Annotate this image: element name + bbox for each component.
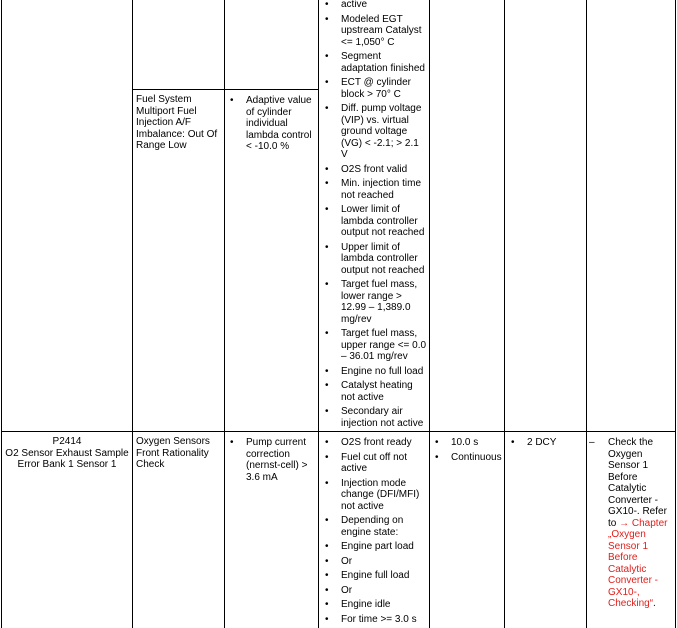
- row1-secondary-parameters: [323, 0, 428, 432]
- notes-end: .: [653, 598, 656, 609]
- table-border-col4: [318, 0, 319, 628]
- row1-monitor-strategy: Fuel System Multiport Fuel Injection A/F Imbalance: Out Of Range Low: [136, 94, 218, 151]
- row2-monitor-strategy: Oxygen Sensors Front Rationality Check: [136, 436, 210, 470]
- row2-notes: [589, 437, 673, 610]
- list-item: • Lower limit of lambda controller output not reached: [323, 204, 428, 239]
- list-item: • Engine part load: [323, 541, 428, 553]
- list-item: • Secondary air injection not active: [323, 406, 428, 429]
- dtc-code: P2414: [52, 436, 82, 447]
- list-item: • Segment adaptation finished: [323, 51, 428, 74]
- list-item: • 10.0 s: [433, 437, 503, 449]
- list-item: • Engine full load: [323, 570, 428, 582]
- row-divider-sub: [132, 89, 319, 90]
- chapter-link[interactable]: → Chapter „Oxygen Sensor 1 Before Catalytic Converter - GX10-, Checking“: [608, 517, 668, 609]
- list-item: • Depending on engine state:: [323, 515, 428, 538]
- list-item: • ECT @ cylinder block > 70° C: [323, 77, 428, 100]
- table-border-right: [675, 0, 676, 628]
- list-item: • Modeled EGT upstream Catalyst <= 1,050° C: [323, 14, 428, 49]
- table-border-col2: [132, 0, 133, 628]
- table-border-left: [1, 0, 2, 628]
- list-item: • Min. injection time not reached: [323, 178, 428, 201]
- table-border-col7: [586, 0, 587, 628]
- table-border-col6: [504, 0, 505, 628]
- list-item: • Fuel cut off not active: [323, 452, 428, 475]
- list-item: • Catalyst heating not active: [323, 380, 428, 403]
- row2-time-required: [433, 437, 503, 466]
- list-item: • Continuous: [433, 452, 503, 464]
- list-item: • Or: [323, 585, 428, 597]
- list-item: • Engine idle: [323, 599, 428, 611]
- list-item: • For time >= 3.0 s: [323, 614, 428, 626]
- row2-dtc: [2, 436, 132, 471]
- notes-text: Check the Oxygen Sensor 1 Before Catalytic Converter - GX10-. Refer to: [608, 437, 667, 529]
- dtc-description: O2 Sensor Exhaust Sample Error Bank 1 Sensor 1: [5, 447, 129, 470]
- list-item: • O2S front ready: [323, 437, 428, 449]
- list-item: • Or: [323, 556, 428, 568]
- row2-secondary-parameters: [323, 437, 428, 628]
- list-item: • O2S front valid: [323, 164, 428, 176]
- row1-malfunction-criteria: [228, 95, 316, 156]
- list-item: • active: [323, 0, 428, 11]
- row2-mil-illum: [509, 437, 584, 452]
- list-item: • Engine no full load: [323, 366, 428, 378]
- list-item: • Target fuel mass, upper range <= 0.0 – 36.01 mg/rev: [323, 328, 428, 363]
- list-item: • Pump current correction (nernst-cell) > 3.6 mA: [228, 437, 316, 483]
- list-item: • Diff. pump voltage (VIP) vs. virtual ground voltage (VG) < -2.1; > 2.1 V: [323, 103, 428, 161]
- list-item: • Upper limit of lambda controller output not reached: [323, 242, 428, 277]
- table-border-col3: [224, 0, 225, 628]
- table-border-col5: [429, 0, 430, 628]
- list-item: • Adaptive value of cylinder individual lambda control < -10.0 %: [228, 95, 316, 153]
- list-item: • Injection mode change (DFI/MFI) not active: [323, 478, 428, 513]
- list-item: • 2 DCY: [509, 437, 584, 449]
- list-item: • Target fuel mass, lower range > 12.99 – 1,389.0 mg/rev: [323, 279, 428, 325]
- row2-malfunction-criteria: [228, 437, 316, 486]
